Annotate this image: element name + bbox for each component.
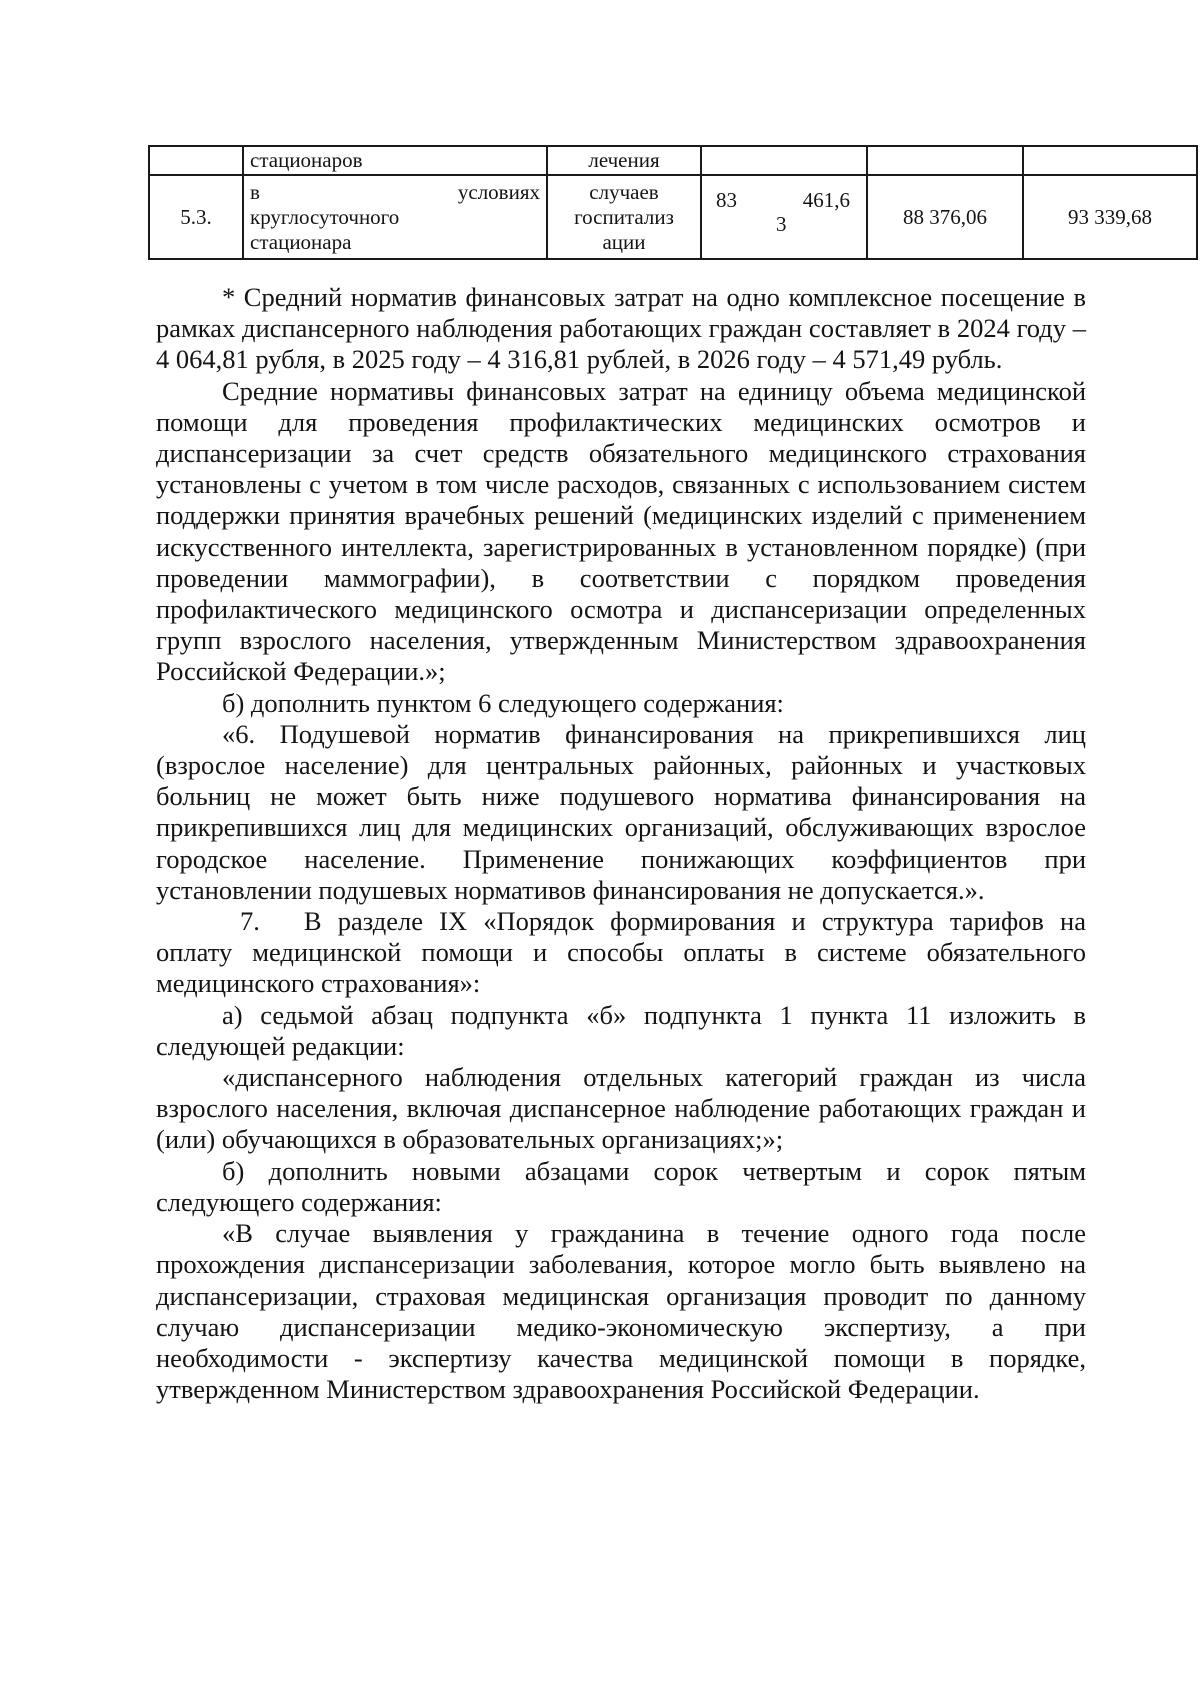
value-2024-part-1: 83 — [716, 188, 737, 212]
value-2024-part-2: 461,6 — [802, 188, 850, 212]
table-cell-unit: лечения — [547, 146, 701, 175]
table-cell-value-2025 — [867, 146, 1023, 175]
table-row-5-3 — [149, 175, 1197, 259]
paragraph-quote-b: «В случае выявления у гражданина в течение одного года после прохождения диспансеризации заболевания, которое могло быть выявлено на диспансеризации, страховая медицинская организация проводит по данному случаю диспансеризации медико-экономическую экспертизу, а при необходимости - экспертизу качества медицинской помощи в порядке, утвержденном Министерством здравоохранения Российской Федерации. — [156, 1218, 1086, 1405]
paragraph-footnote: * Средний норматив финансовых затрат на одно комплексное посещение в рамках диспансерного наблюдения работающих граждан составляет в 2024 году – 4 064,81 рубля, в 2025 году – 4 316,81 рублей, в 2026 году – 4 571,49 рубль. — [156, 282, 1086, 375]
unit-line-2: госпитализ — [574, 204, 674, 229]
name-word-2: условиях — [457, 179, 540, 204]
name-word-1: в — [250, 179, 260, 204]
table-cell-value-2025: 88 376,06 — [867, 175, 1023, 259]
table-cell-number: 5.3. — [149, 175, 243, 259]
table-cell-value-2024 — [701, 175, 867, 259]
name-line-2: круглосуточного — [250, 204, 400, 229]
paragraph-item-b-2: б) дополнить новыми абзацами сорок четвертым и сорок пятым следующего содержания: — [156, 1155, 1086, 1217]
table-cell-name — [243, 175, 547, 259]
paragraph-item-a: а) седьмой абзац подпункта «б» подпункта 1 пункта 11 изложить в следующей редакции: — [156, 999, 1086, 1061]
table-cell-name: стационаров — [243, 146, 547, 175]
paragraph-item-b-1: б) дополнить пунктом 6 следующего содержания: — [222, 687, 784, 718]
table-cell-number — [149, 146, 243, 175]
unit-line-1: случаев — [589, 179, 659, 204]
paragraph-norms: Средние нормативы финансовых затрат на единицу объема медицинской помощи для проведения профилактических медицинских осмотров и диспансеризации за счет средств обязательного медицинского страхования установлены с учетом в том числе расходов, связанных с использованием систем поддержки принятия врачебных решений (медицинских изделий с применением искусственного интеллекта, зарегистрированных в установленном порядке) (при проведении маммографии), в соответствии с порядком проведения профилактического медицинского осмотра и диспансеризации определенных групп взрослого населения, утвержденным Министерством здравоохранения Российской Федерации.»; — [156, 375, 1086, 687]
paragraph-quote-a: «диспансерного наблюдения отдельных категорий граждан из числа взрослого населения, включая диспансерное наблюдение работающих граждан и (или) обучающихся в образовательных организациях;»; — [156, 1062, 1086, 1155]
paragraph-item-7 — [156, 906, 1086, 1000]
name-line-1 — [250, 180, 540, 205]
document-body — [156, 282, 1086, 1405]
name-line-3: стационара — [250, 229, 352, 254]
unit-line-3: ации — [602, 229, 646, 254]
table-cell-value-2026 — [1023, 146, 1197, 175]
table-cell-value-2024 — [701, 146, 867, 175]
paragraph-quote-6: «6. Подушевой норматив финансирования на прикрепившихся лиц (взрослое население) для центральных районных, районных и участковых больниц не может быть ниже подушевого норматива финансирования на прикрепившихся лиц для медицинских организаций, обслуживающих взрослое городское население. Применение понижающих коэффициентов при установлении подушевых нормативов финансирования не допускается.». — [156, 718, 1086, 905]
table-cell-unit — [547, 175, 701, 259]
item-7-number: 7. — [240, 906, 260, 937]
table-cell-value-2026: 93 339,68 — [1023, 175, 1197, 259]
table-row-continued — [149, 146, 1197, 175]
financial-norms-table — [148, 145, 1198, 260]
value-2024-part-3: 3 — [776, 212, 787, 236]
value-2024-wrapper — [708, 176, 860, 258]
item-7-text: В разделе IX «Порядок формирования и структура тарифов на оплату медицинской помощи и способы оплаты в системе обязательного медицинского страхования»: — [156, 906, 1086, 999]
